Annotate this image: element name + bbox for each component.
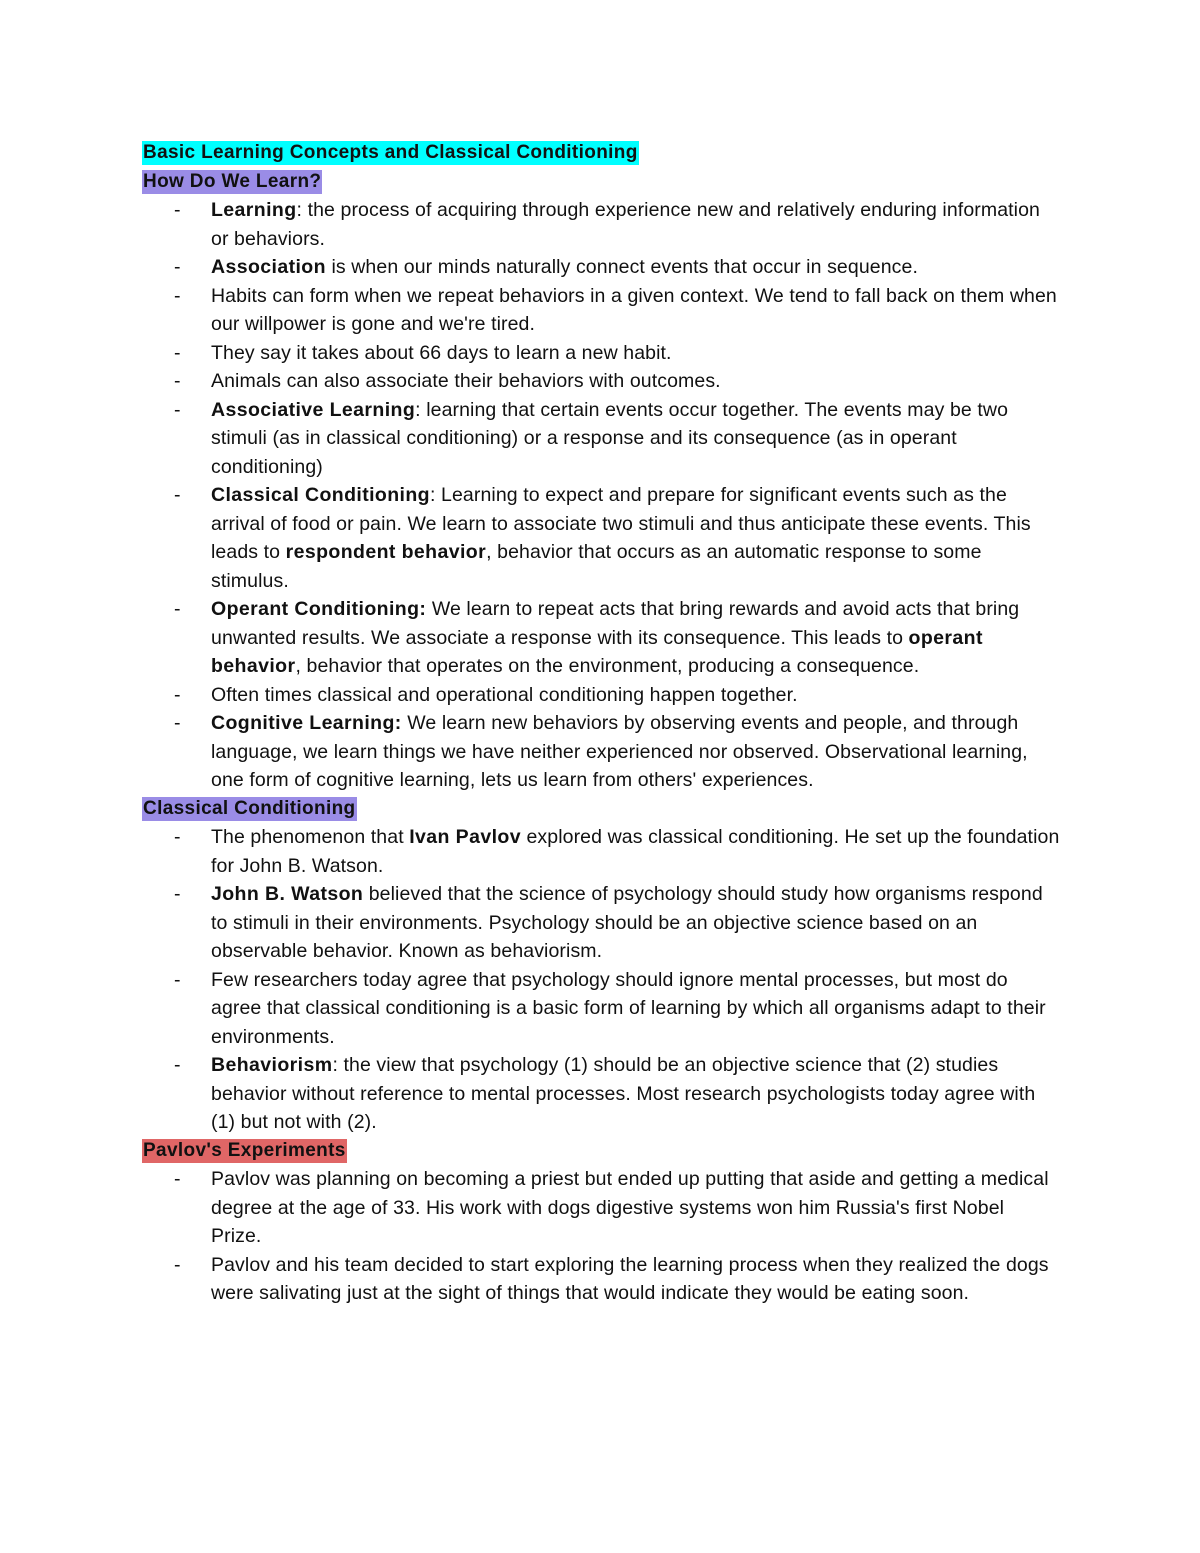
document-title (142, 139, 1140, 168)
list-item: - Learning: the process of acquiring through experience new and relatively enduring information or behaviors. (142, 196, 1140, 253)
list-item: - Pavlov and his team decided to start exploring the learning process when they realized the dogs were salivating just at the sight of things that would indicate they would be eating soon. (142, 1251, 1140, 1308)
list-item: - Behaviorism: the view that psychology (1) should be an objective science that (2) studies behavior without reference to mental processes. Most research psychologists today agree with (1) but not with (2). (142, 1051, 1140, 1137)
bullet-list (142, 823, 1140, 1137)
list-item: - Few researchers today agree that psychology should ignore mental processes, but most do agree that classical conditioning is a basic form of learning by which all organisms adapt to their environments. (142, 966, 1140, 1052)
section-heading: Pavlov's Experiments (143, 1139, 346, 1161)
bullet-list (142, 196, 1140, 795)
list-item: - Association is when our minds naturally connect events that occur in sequence. (142, 253, 1140, 282)
list-item: - Pavlov was planning on becoming a priest but ended up putting that aside and getting a medical degree at the age of 33. His work with dogs digestive systems won him Russia's first Nobel Prize. (142, 1165, 1140, 1251)
list-item: - Associative Learning: learning that certain events occur together. The events may be two stimuli (as in classical conditioning) or a response and its consequence (as in operant conditioning) (142, 396, 1140, 482)
list-item: - Classical Conditioning: Learning to expect and prepare for significant events such as the arrival of food or pain. We learn to associate two stimuli and thus anticipate these events. This leads to respondent behavior, behavior that occurs as an automatic response to some stimulus. (142, 481, 1140, 595)
section-classical-conditioning (142, 795, 1140, 1137)
list-item: - John B. Watson believed that the science of psychology should study how organisms respond to stimuli in their environments. Psychology should be an objective science based on an observable behavior. Known as behaviorism. (142, 880, 1140, 966)
section-heading: Classical Conditioning (143, 797, 356, 819)
list-item: - Often times classical and operational conditioning happen together. (142, 681, 1140, 710)
list-item: - They say it takes about 66 days to learn a new habit. (142, 339, 1140, 368)
section-heading: How Do We Learn? (143, 170, 322, 192)
list-item: - Animals can also associate their behaviors with outcomes. (142, 367, 1140, 396)
list-item: - Cognitive Learning: We learn new behaviors by observing events and people, and through language, we learn things we have neither experienced nor observed. Observational learning, one form of cognitive learning, lets us learn from others' experiences. (142, 709, 1140, 795)
list-item: - Operant Conditioning: We learn to repeat acts that bring rewards and avoid acts that bring unwanted results. We associate a response with its consequence. This leads to operant behavior, behavior that operates on the environment, producing a consequence. (142, 595, 1140, 681)
title-text: Basic Learning Concepts and Classical Conditioning (143, 142, 638, 163)
list-item: - Habits can form when we repeat behaviors in a given context. We tend to fall back on them when our willpower is gone and we're tired. (142, 282, 1140, 339)
list-item: - The phenomenon that Ivan Pavlov explored was classical conditioning. He set up the foundation for John B. Watson. (142, 823, 1140, 880)
bullet-list (142, 1165, 1140, 1308)
section-pavlovs-experiments (142, 1137, 1140, 1308)
section-how-do-we-learn (142, 168, 1140, 795)
